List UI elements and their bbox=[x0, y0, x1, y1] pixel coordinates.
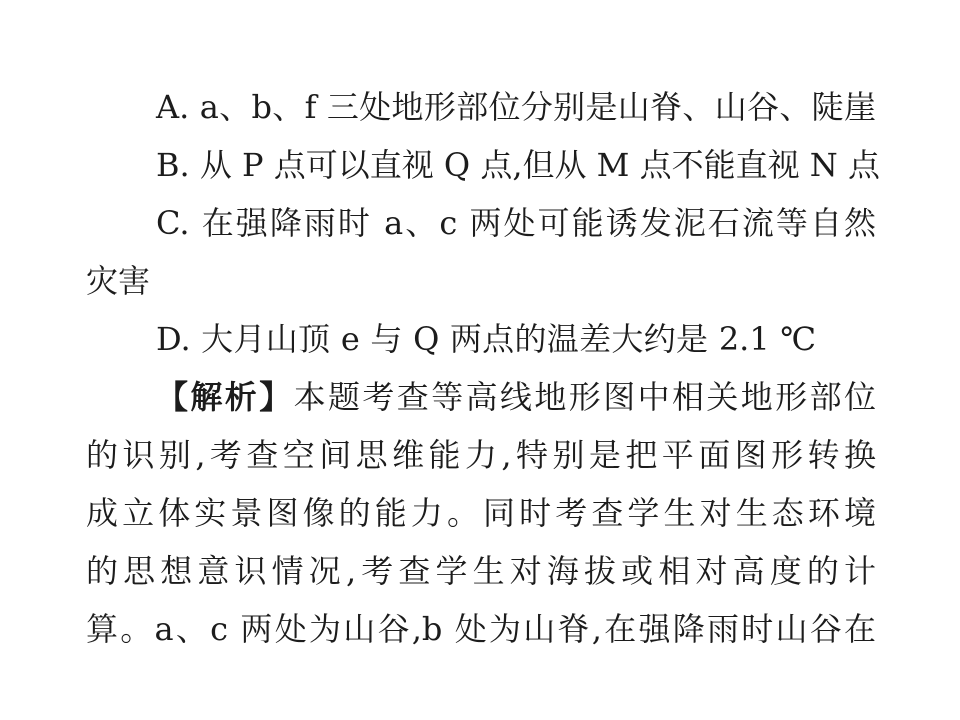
analysis-label: 【解析】 bbox=[156, 378, 294, 416]
option-c-line-2: 灾害 bbox=[86, 262, 151, 300]
option-d: D. 大月山顶 e 与 Q 两点的温差大约是 2.1 ℃ bbox=[156, 320, 816, 358]
analysis-line-1 bbox=[156, 368, 876, 426]
analysis-line-2: 的识别,考查空间思维能力,特别是把平面图形转换 bbox=[86, 436, 876, 474]
analysis-line-3: 成立体实景图像的能力。同时考查学生对生态环境 bbox=[86, 494, 876, 532]
option-c-line-1: C. 在强降雨时 a、c 两处可能诱发泥石流等自然 bbox=[156, 204, 876, 242]
analysis-line-5: 算。a、c 两处为山谷,b 处为山脊,在强降雨时山谷在 bbox=[86, 610, 876, 648]
analysis-line-4: 的思想意识情况,考查学生对海拔或相对高度的计 bbox=[86, 552, 876, 590]
option-b: B. 从 P 点可以直视 Q 点,但从 M 点不能直视 N 点 bbox=[156, 146, 880, 184]
option-a: A. a、b、f 三处地形部位分别是山脊、山谷、陡崖 bbox=[156, 88, 876, 126]
analysis-line-1-text: 本题考查等高线地形图中相关地形部位 bbox=[293, 378, 876, 416]
